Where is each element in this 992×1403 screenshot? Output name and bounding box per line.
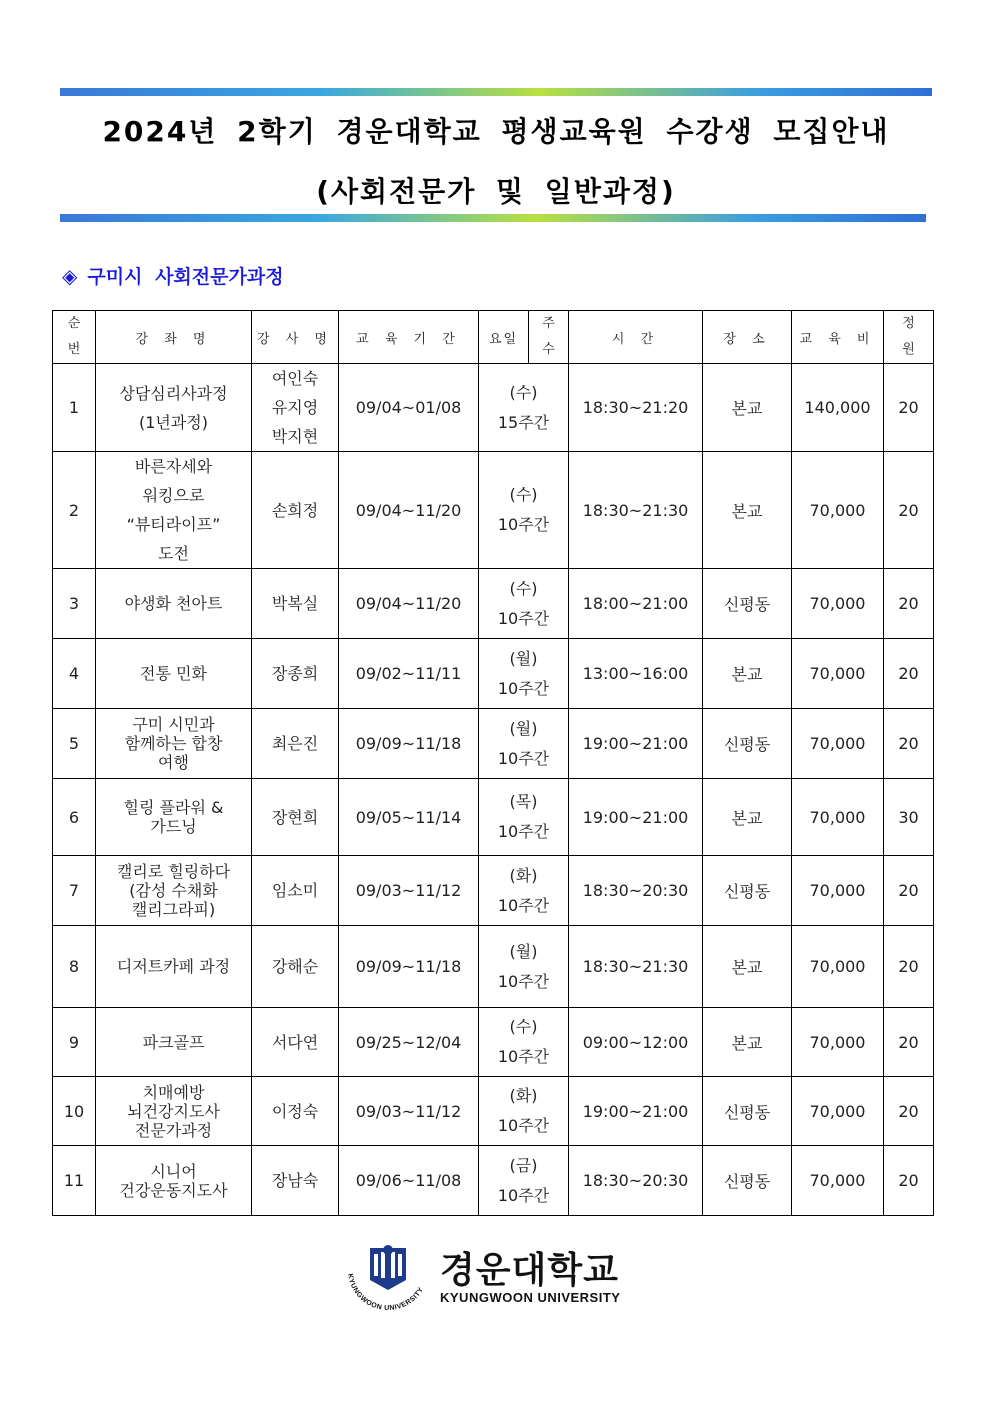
course-line: 여행	[158, 753, 189, 772]
weeks-label: 10주간	[497, 515, 550, 534]
cell-time: 19:00~21:00	[569, 1077, 703, 1146]
course-line: 뇌건강지도사	[127, 1101, 220, 1121]
cell-time: 13:00~16:00	[569, 639, 703, 709]
cell-capacity: 20	[884, 1077, 934, 1146]
header-period: 교 육 기 간	[339, 311, 479, 364]
cell-fee: 70,000	[792, 639, 884, 709]
course-line: (1년과정)	[138, 412, 209, 432]
cell-period: 09/09~11/18	[339, 926, 479, 1008]
cell-fee: 70,000	[792, 452, 884, 569]
day-label: (월)	[509, 648, 538, 668]
header-fee: 교 육 비	[792, 311, 884, 364]
cell-no: 9	[53, 1008, 96, 1077]
instructor-line: 강해순	[271, 957, 319, 976]
cell-fee: 70,000	[792, 779, 884, 856]
course-line: 가드닝	[150, 817, 197, 836]
cell-period: 09/02~11/11	[339, 639, 479, 709]
cell-no: 8	[53, 926, 96, 1008]
header-course: 강 좌 명	[96, 311, 252, 364]
cell-time: 18:30~20:30	[569, 856, 703, 926]
cell-fee: 70,000	[792, 1146, 884, 1216]
weeks-label: 10주간	[497, 1185, 550, 1205]
instructor-line: 여인숙	[271, 369, 319, 388]
cell-place: 신평동	[703, 856, 792, 926]
cell-instructor	[252, 709, 339, 779]
course-line: 구미 시민과	[132, 715, 215, 734]
header-time: 시 간	[569, 311, 703, 364]
course-line: 바른자세와	[134, 457, 213, 476]
table-row	[53, 639, 934, 709]
instructor-line: 서다연	[271, 1032, 319, 1052]
course-line: 상담심리사과정	[119, 383, 228, 403]
day-label: (수)	[509, 485, 538, 504]
table-row	[53, 452, 934, 569]
course-line: 전문가과정	[134, 1120, 213, 1140]
day-label: (월)	[509, 718, 538, 738]
day-label: (수)	[509, 1017, 538, 1036]
emblem-arc-text: KYUNGWOON UNIVERSITY	[346, 1273, 426, 1310]
page-title: 2024년 2학기 경운대학교 평생교육원 수강생 모집안내	[102, 115, 890, 148]
cell-no: 2	[53, 452, 96, 569]
cell-instructor	[252, 639, 339, 709]
cell-fee: 70,000	[792, 709, 884, 779]
cell-time: 18:30~21:20	[569, 364, 703, 452]
cell-place: 본교	[703, 364, 792, 452]
section-title: 구미시 사회전문가과정	[87, 266, 284, 288]
cell-day-weeks	[479, 639, 569, 709]
cell-capacity: 30	[884, 779, 934, 856]
course-line: 전통 민화	[140, 664, 207, 683]
weeks-label: 10주간	[497, 1116, 550, 1135]
weeks-label: 15주간	[497, 412, 550, 432]
header-weeks-text: 주수	[542, 316, 555, 357]
cell-place: 신평동	[703, 1146, 792, 1216]
cell-day-weeks	[479, 926, 569, 1008]
cell-course	[96, 1146, 252, 1216]
cell-period: 09/03~11/12	[339, 856, 479, 926]
cell-course	[96, 452, 252, 569]
cell-instructor	[252, 779, 339, 856]
cell-period: 09/05~11/14	[339, 779, 479, 856]
logo-name-english: KYUNGWOON UNIVERSITY	[440, 1290, 621, 1305]
table-header-row	[53, 311, 934, 364]
cell-capacity: 20	[884, 364, 934, 452]
weeks-label: 10주간	[497, 748, 550, 768]
cell-instructor	[252, 856, 339, 926]
cell-place: 본교	[703, 639, 792, 709]
cell-period: 09/04~11/20	[339, 452, 479, 569]
instructor-line: 임소미	[271, 881, 319, 900]
course-line: 치매예방	[142, 1082, 205, 1102]
cell-no: 11	[53, 1146, 96, 1216]
course-line: 건강운동지도사	[119, 1180, 228, 1200]
course-line: 파크골프	[142, 1032, 205, 1052]
cell-instructor	[252, 926, 339, 1008]
course-table	[52, 310, 934, 1216]
cell-instructor	[252, 452, 339, 569]
cell-period: 09/04~11/20	[339, 569, 479, 639]
cell-period: 09/25~12/04	[339, 1008, 479, 1077]
table-row	[53, 856, 934, 926]
table-row	[53, 926, 934, 1008]
weeks-label: 10주간	[497, 822, 550, 841]
cell-time: 09:00~12:00	[569, 1008, 703, 1077]
day-label: (화)	[509, 1086, 538, 1105]
cell-fee: 70,000	[792, 1077, 884, 1146]
instructor-line: 유지영	[271, 398, 319, 417]
cell-place: 신평동	[703, 709, 792, 779]
cell-time: 18:30~21:30	[569, 926, 703, 1008]
course-line: 캘리로 힐링하다	[116, 862, 231, 881]
section-heading	[62, 262, 284, 289]
cell-no: 5	[53, 709, 96, 779]
header-place: 장 소	[703, 311, 792, 364]
cell-day-weeks	[479, 709, 569, 779]
cell-no: 7	[53, 856, 96, 926]
day-label: (목)	[509, 792, 538, 811]
cell-period: 09/03~11/12	[339, 1077, 479, 1146]
cell-fee: 140,000	[792, 364, 884, 452]
cell-day-weeks	[479, 452, 569, 569]
header-capacity	[884, 311, 934, 364]
table-row	[53, 1077, 934, 1146]
course-line: 함께하는 합창	[124, 734, 223, 753]
instructor-line: 장남숙	[271, 1171, 319, 1190]
header-day: 요일	[479, 311, 529, 364]
cell-place: 본교	[703, 452, 792, 569]
table-row	[53, 1008, 934, 1077]
table-row	[53, 569, 934, 639]
weeks-label: 10주간	[497, 895, 550, 915]
day-label: (금)	[509, 1155, 538, 1175]
cell-capacity: 20	[884, 639, 934, 709]
course-line: 워킹으로	[142, 486, 205, 505]
cell-no: 1	[53, 364, 96, 452]
cell-course	[96, 779, 252, 856]
weeks-label: 10주간	[497, 1047, 550, 1066]
course-line: “뷰티라이프”	[126, 515, 221, 534]
day-label: (월)	[509, 941, 538, 961]
header-instructor: 강 사 명	[252, 311, 339, 364]
course-line: 야생화 천아트	[124, 594, 223, 613]
cell-course	[96, 709, 252, 779]
page-subtitle: (사회전문가 및 일반과정)	[316, 175, 676, 208]
cell-course	[96, 639, 252, 709]
cell-no: 4	[53, 639, 96, 709]
cell-instructor	[252, 364, 339, 452]
cell-course	[96, 569, 252, 639]
weeks-label: 10주간	[497, 608, 550, 628]
cell-place: 신평동	[703, 1077, 792, 1146]
table-row	[53, 779, 934, 856]
table-row	[53, 364, 934, 452]
instructor-line: 박복실	[271, 594, 319, 613]
cell-capacity: 20	[884, 856, 934, 926]
cell-place: 본교	[703, 1008, 792, 1077]
cell-capacity: 20	[884, 709, 934, 779]
cell-fee: 70,000	[792, 926, 884, 1008]
cell-instructor	[252, 1146, 339, 1216]
cell-place: 본교	[703, 926, 792, 1008]
cell-no: 6	[53, 779, 96, 856]
header-weeks	[529, 311, 569, 364]
logo-name-korean: 경운대학교	[440, 1250, 619, 1291]
cell-place: 신평동	[703, 569, 792, 639]
cell-capacity: 20	[884, 1008, 934, 1077]
weeks-label: 10주간	[497, 678, 550, 698]
cell-course	[96, 856, 252, 926]
table-row	[53, 709, 934, 779]
instructor-line: 장종희	[271, 664, 319, 683]
instructor-line: 장현희	[271, 807, 319, 827]
course-line: 힐링 플라워 &	[123, 798, 224, 817]
cell-capacity: 20	[884, 452, 934, 569]
instructor-line: 손희정	[271, 500, 319, 520]
header-no-text: 순번	[67, 316, 81, 357]
course-line: 캘리그라피)	[131, 900, 216, 919]
cell-course	[96, 1008, 252, 1077]
instructor-line: 최은진	[271, 734, 319, 753]
course-line: 도전	[158, 544, 189, 563]
cell-day-weeks	[479, 1008, 569, 1077]
cell-time: 18:30~21:30	[569, 452, 703, 569]
day-label: (수)	[509, 578, 538, 598]
cell-time: 18:00~21:00	[569, 569, 703, 639]
diamond-bullet-icon: ◈	[62, 264, 78, 288]
cell-instructor	[252, 1077, 339, 1146]
day-label: (화)	[509, 865, 538, 885]
cell-fee: 70,000	[792, 569, 884, 639]
cell-day-weeks	[479, 1077, 569, 1146]
course-line: 시니어	[150, 1161, 197, 1181]
cell-day-weeks	[479, 569, 569, 639]
cell-time: 18:30~20:30	[569, 1146, 703, 1216]
cell-time: 19:00~21:00	[569, 709, 703, 779]
course-line: (감성 수채화	[129, 881, 218, 900]
cell-fee: 70,000	[792, 1008, 884, 1077]
cell-period: 09/04~01/08	[339, 364, 479, 452]
cell-day-weeks	[479, 364, 569, 452]
cell-day-weeks	[479, 856, 569, 926]
cell-period: 09/06~11/08	[339, 1146, 479, 1216]
cell-instructor	[252, 569, 339, 639]
cell-no: 3	[53, 569, 96, 639]
cell-day-weeks	[479, 779, 569, 856]
cell-course	[96, 364, 252, 452]
cell-capacity: 20	[884, 1146, 934, 1216]
cell-time: 19:00~21:00	[569, 779, 703, 856]
table-row	[53, 1146, 934, 1216]
cell-course	[96, 926, 252, 1008]
course-line: 디저트카페 과정	[116, 957, 231, 976]
header-no	[53, 311, 96, 364]
cell-instructor	[252, 1008, 339, 1077]
cell-fee: 70,000	[792, 856, 884, 926]
header-bottom-bar	[60, 214, 926, 222]
cell-no: 10	[53, 1077, 96, 1146]
header-capacity-text: 정원	[902, 316, 915, 357]
cell-course	[96, 1077, 252, 1146]
university-logo	[340, 1240, 640, 1310]
cell-place: 본교	[703, 779, 792, 856]
weeks-label: 10주간	[497, 971, 550, 991]
header-top-bar	[60, 88, 932, 96]
cell-capacity: 20	[884, 569, 934, 639]
instructor-line: 이정숙	[271, 1101, 319, 1121]
cell-period: 09/09~11/18	[339, 709, 479, 779]
day-label: (수)	[509, 382, 538, 402]
table-body	[53, 364, 934, 1216]
cell-day-weeks	[479, 1146, 569, 1216]
university-emblem-icon	[340, 1240, 436, 1310]
cell-capacity: 20	[884, 926, 934, 1008]
instructor-line: 박지현	[271, 427, 319, 446]
